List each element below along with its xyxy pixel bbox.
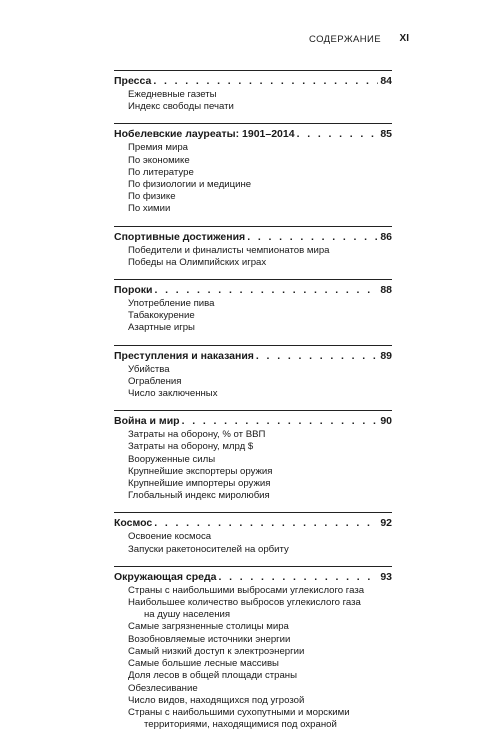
toc-heading[interactable] [114,517,392,530]
toc-heading-title: Окружающая среда [114,570,217,583]
toc-section-press [114,70,392,113]
toc-subitems [114,429,392,502]
toc-heading-title: Пресса [114,75,152,87]
toc-heading-page: 90 [380,415,392,428]
toc-subitem[interactable]: Запуски ракетоносителей на орбиту [128,543,289,555]
toc-section-sports [114,226,392,269]
toc-subitems [114,585,392,731]
toc-heading-page: 93 [380,570,392,583]
toc-subitem[interactable]: По литературе [128,166,194,178]
dot-leader [182,415,379,428]
toc-subitems [114,364,392,401]
toc-subitem[interactable]: Убийства [128,363,170,375]
dot-leader [153,75,378,88]
toc-section-war-peace [114,410,392,502]
toc-subitems [114,89,392,113]
toc-subitem[interactable]: По физике [128,191,176,203]
toc-heading[interactable] [114,415,392,428]
toc-subitem[interactable]: Самые загрязненные столицы мира [128,621,289,633]
toc-subitem[interactable]: Затраты на оборону, % от ВВП [128,429,266,441]
toc-subitem[interactable]: Доля лесов в общей площади страны [128,670,298,682]
toc-subitems [114,142,392,215]
toc-heading[interactable] [114,75,392,88]
page-number: XI [399,33,409,44]
toc-section-crime [114,345,392,401]
dot-leader [256,350,378,363]
toc-subitem[interactable]: Освоение космоса [128,531,212,543]
dot-leader [219,571,379,584]
toc-subitem[interactable]: Страны с наибольшими сухопутными и морскими [128,706,350,718]
toc-subitem[interactable]: Число видов, находящихся под угрозой [128,694,305,706]
toc-subitem[interactable]: Премия мира [128,142,189,154]
toc-heading[interactable] [114,350,392,363]
toc-heading[interactable] [114,231,392,244]
toc-subitem[interactable]: Крупнейшие импортеры оружия [128,478,271,490]
toc-heading-title: Космос [114,517,153,530]
toc-subitems [114,298,392,335]
toc-subitem-continuation[interactable]: на душу населения [144,609,231,621]
toc-subitem[interactable]: Самый низкий доступ к электроэнергии [128,645,305,657]
toc-subitem[interactable]: Обезлесивание [128,682,198,694]
toc-heading-title: Нобелевские лауреаты: 1901–2014 [114,128,295,141]
toc-subitem[interactable]: Самые большие лесные массивы [128,658,279,670]
toc-subitem[interactable]: Победы на Олимпийских играх [128,256,267,268]
toc-heading[interactable] [114,128,392,141]
toc-heading-page: 85 [380,128,392,141]
toc-section-vices [114,279,392,335]
dot-leader [154,517,378,530]
toc-heading-page: 92 [380,517,392,530]
toc-subitem[interactable]: Возобновляемые источники энергии [128,633,291,645]
toc-subitem[interactable]: Число заключенных [128,388,218,400]
toc-subitem[interactable]: Ограбления [128,375,182,387]
dot-leader [297,128,379,141]
toc-subitem[interactable]: По экономике [128,154,190,166]
dot-leader [247,231,378,244]
toc-heading-title: Спортивные достижения [114,230,246,243]
toc-subitem[interactable]: Ежедневные газеты [128,89,217,100]
toc-subitem[interactable]: Азартные игры [128,322,195,334]
toc-heading-page: 88 [380,284,392,297]
toc-subitem[interactable]: Наибольшее количество выбросов углекислого газа [128,597,361,609]
toc-section-nobel [114,123,392,215]
toc-subitem[interactable]: Табакокурение [128,310,195,322]
toc-subitem[interactable]: Затраты на оборону, млрд $ [128,441,254,453]
toc-heading-page: 84 [380,75,392,87]
toc-subitems [114,531,392,555]
toc-heading-page: 89 [380,349,392,362]
toc-subitem[interactable]: По физиологии и медицине [128,179,252,191]
toc-heading-page: 86 [380,230,392,243]
running-header: СОДЕРЖАНИЕ [309,34,381,45]
toc-subitem[interactable]: Вооруженные силы [128,453,216,465]
toc-subitem[interactable]: Крупнейшие экспортеры оружия [128,465,273,477]
toc-subitem[interactable]: Индекс свободы печати [128,101,234,113]
dot-leader [155,284,379,297]
toc-subitems [114,245,392,269]
toc-heading[interactable] [114,571,392,584]
toc-heading[interactable] [114,284,392,297]
toc-section-environment [114,566,392,731]
toc-subitem[interactable]: По химии [128,203,171,215]
toc-heading-title: Пороки [114,284,153,297]
table-of-contents [114,70,392,735]
toc-subitem[interactable]: Победители и финалисты чемпионатов мира [128,244,330,256]
toc-subitem[interactable]: Страны с наибольшими выбросами углекислого газа [128,584,365,596]
toc-subitem[interactable]: Употребление пива [128,298,215,310]
toc-section-space [114,512,392,555]
toc-subitem-continuation[interactable]: территориями, находящимися под охраной [144,719,337,731]
toc-heading-title: Война и мир [114,415,180,428]
toc-subitem[interactable]: Глобальный индекс миролюбия [128,490,270,502]
toc-heading-title: Преступления и наказания [114,349,254,362]
